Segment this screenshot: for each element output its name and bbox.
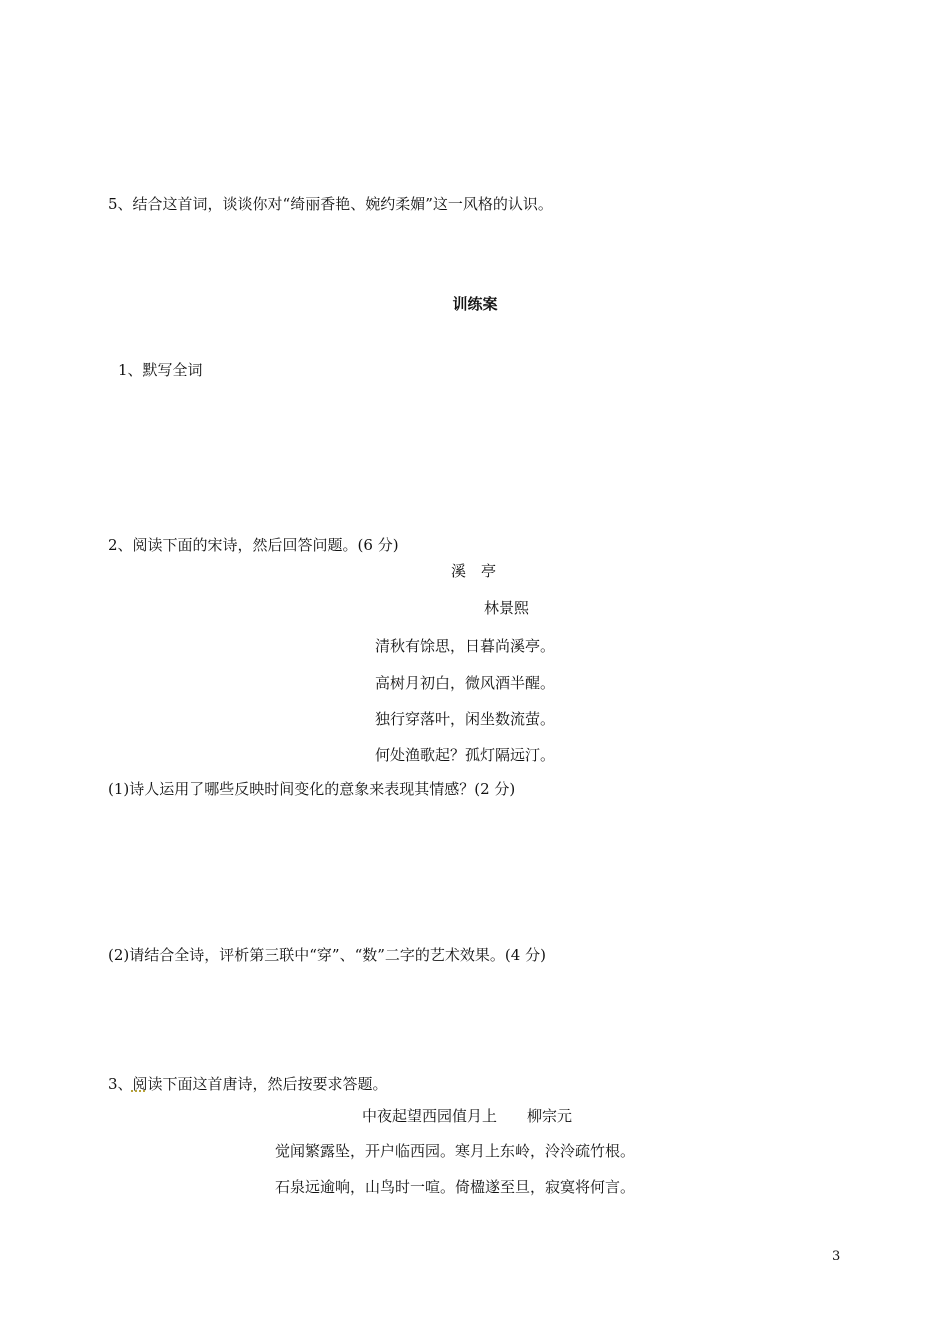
mark-dots	[131, 1087, 145, 1092]
poem-line-4: 何处渔歌起？孤灯隔远汀。	[375, 746, 556, 764]
poem2-line-1: 觉闻繁露坠，开户临西园。寒月上东岭，泠泠疏竹根。	[275, 1142, 636, 1160]
task-2-sub-2: (2)请结合全诗，评析第三联中“穿”、“数”二字的艺术效果。(4 分)	[108, 946, 546, 964]
poem-line-2: 高树月初白，微风酒半醒。	[375, 674, 556, 692]
poem-line-3: 独行穿落叶，闲坐数流萤。	[375, 710, 556, 728]
poem-author: 林景熙	[484, 599, 530, 617]
poem-line-1: 清秋有馀思，日暮尚溪亭。	[375, 637, 556, 655]
page-number: 3	[832, 1249, 841, 1264]
poem2-title-author: 中夜起望西园值月上 柳宗元	[362, 1107, 573, 1125]
task-1: 1、默写全词	[118, 361, 203, 379]
task-2-sub-1: (1)诗人运用了哪些反映时间变化的意象来表现其情感？(2 分)	[108, 780, 516, 798]
task-2-intro: 2、阅读下面的宋诗，然后回答问题。(6 分)	[108, 536, 399, 554]
poem-title: 溪 亭	[451, 562, 497, 580]
section-title: 训练案	[452, 295, 498, 313]
task-3-intro: 3、阅读下面这首唐诗，然后按要求答题。	[108, 1075, 388, 1093]
question-5: 5、结合这首词，谈谈你对“绮丽香艳、婉约柔媚”这一风格的认识。	[108, 195, 553, 213]
poem2-line-2: 石泉远逾响，山鸟时一喧。倚楹遂至旦，寂寞将何言。	[275, 1178, 636, 1196]
